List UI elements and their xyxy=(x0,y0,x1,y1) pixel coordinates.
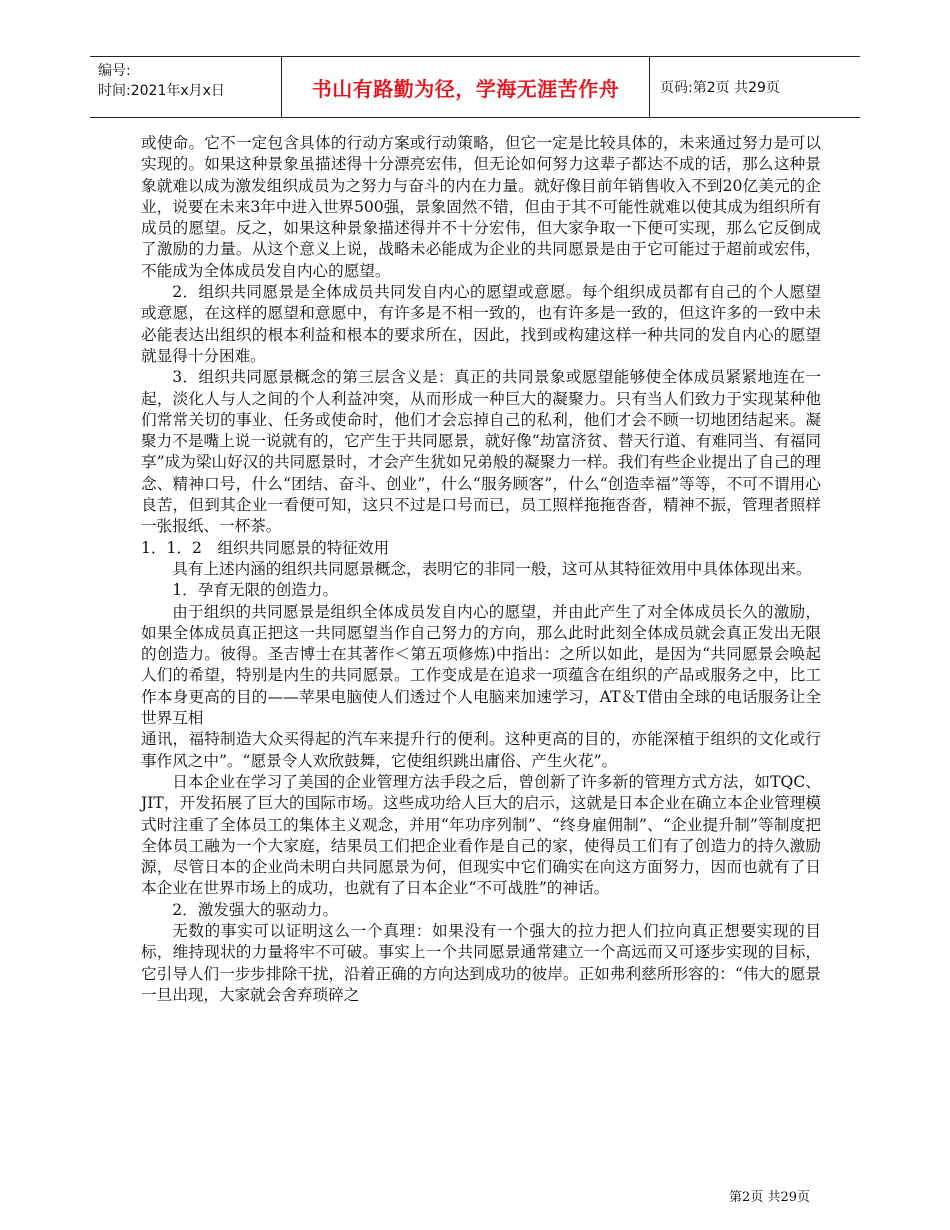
page-footer: 第2页 共29页 xyxy=(729,1190,810,1205)
document-body xyxy=(141,133,821,1006)
page-header xyxy=(90,56,860,118)
paragraph: 由于组织的共同愿景是组织全体成员发自内心的愿望，并由此产生了对全体成员长久的激励，如果全体成员真正把这一共同愿望当作自己努力的方向，那么此时此刻全体成员就会真正发出无限的创造力。彼得。圣吉博士在其著作＜第五项修炼)中指出：之所以如此，是因为“共同愿景会唤起人们的希望，特别是内生的共同愿景。工作变成是在追求一项蕴含在组织的产品或服务之中，比工作本身更高的目的——苹果电脑使人们透过个人电脑来加速学习，AT＆T借由全球的电话服务让全世界互相 通讯，福特制造大众买得起的汽车来提升行的便利。这种更高的目的，亦能深植于组织的文化或行事作风之中”。“愿景令人欢欣鼓舞，它使组织跳出庸俗、产生火花”。 xyxy=(141,602,821,770)
subheading: 2．激发强大的驱动力。 xyxy=(172,900,339,919)
header-meta xyxy=(90,57,282,117)
header-page-info: 页码:第2页 共29页 xyxy=(660,80,780,96)
subheading: 1．孕育无限的创造力。 xyxy=(172,581,339,600)
paragraph: 具有上述内涵的组织共同愿景概念，表明它的非同一般，这可从其特征效用中具体体现出来。 xyxy=(172,559,812,578)
document-time-label: 时间:2021年x月x日 xyxy=(98,83,225,99)
paragraph: 无数的事实可以证明这么一个真理：如果没有一个强大的拉力把人们拉向真正想要实现的目标，维持现状的力量将牢不可破。事实上一个共同愿景通常建立一个高远而又可逐步实现的目标，它引导人们一步步排除干扰，沿着正确的方向达到成功的彼岸。正如弗利慈所形容的：“伟大的愿景一旦出现，大家就会舍弃琐碎之 xyxy=(141,921,821,1004)
paragraph: 2．组织共同愿景是全体成员共同发自内心的愿望或意愿。每个组织成员都有自己的个人愿望或意愿，在这样的愿望和意愿中，有许多是不相一致的，也有许多是一致的，但这许多的一致中未必能表达出组织的根本利益和根本的要求所在，因此，找到或构建这样一种共同的发自内心的愿望就显得十分困难。 xyxy=(141,283,821,365)
section-heading: 1．1．2 组织共同愿景的特征效用 xyxy=(141,538,390,557)
paragraph: 或使命。它不一定包含具体的行动方案或行动策略，但它一定是比较具体的，未来通过努力是可以实现的。如果这种景象虽描述得十分漂亮宏伟，但无论如何努力这辈子都达不成的话，那么这种景象就难以成为激发组织成员为之努力与奋斗的内在力量。就好像目前年销售收入不到20亿美元的企业，说要在未来3年中进入世界500强，景象固然不错，但由于其不可能性就难以使其成为组织所有成员的愿望。反之，如果这种景象描述得并不十分宏伟，但大家争取一下便可实现，那么它反倒成了激励的力量。从这个意义上说，战略未必能成为企业的共同愿景是由于它可能过于超前或宏伟，不能成为全体成员发自内心的愿望。 xyxy=(141,134,821,280)
paragraph: 日本企业在学习了美国的企业管理方法手段之后，曾创新了许多新的管理方式方法，如TQC、JIT，开发拓展了巨大的国际市场。这些成功给人巨大的启示，这就是日本企业在确立本企业管理模式时注重了全体员工的集体主义观念，并用“年功序列制”、“终身雇佣制”、“企业提升制”等制度把全体员工融为一个大家庭，结果员工们把企业看作是自己的家，使得员工们有了创造力的持久激励源，尽管日本的企业尚未明白共同愿景为何，但现实中它们确实在向这方面努力，因而也就有了日本企业在世界市场上的成功，也就有了日本企业“不可战胜”的神话。 xyxy=(141,772,821,898)
paragraph: 3．组织共同愿景概念的第三层含义是：真正的共同景象或愿望能够使全体成员紧紧地连在一起，淡化人与人之间的个人利益冲突，从而形成一种巨大的凝聚力。只有当人们致力于实现某种他们常常关切的事业、任务或使命时，他们才会忘掉自己的私利，他们才会不顾一切地团结起来。凝聚力不是嘴上说一说就有的，它产生于共同愿景，就好像“劫富济贫、替天行道、有难同当、有福同享”成为梁山好汉的共同愿景时，才会产生犹如兄弟般的凝聚力一样。我们有些企业提出了自己的理念、精神口号，什么“团结、奋斗、创业”，什么“服务顾客”，什么“创造幸福”等等，不可不谓用心良苦，但到其企业一看便可知，这只不过是口号而已，员工照样拖拖沓沓，精神不振，管理者照样一张报纸、一杯茶。 xyxy=(141,368,821,536)
document-number-label: 编号: xyxy=(98,63,131,79)
header-motto: 书山有路勤为径，学海无涯苦作舟 xyxy=(282,57,650,117)
